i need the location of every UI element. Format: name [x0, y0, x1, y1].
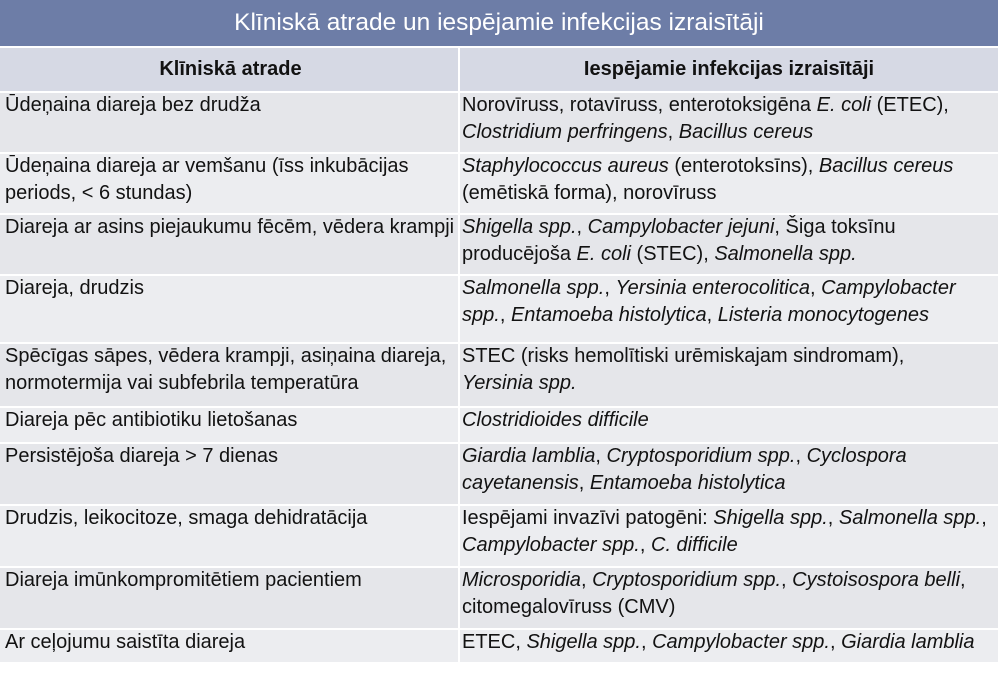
cell-line	[5, 506, 456, 532]
table-row	[0, 506, 998, 566]
cell-text: ,	[499, 304, 511, 326]
cell-lines	[5, 568, 456, 594]
cell-line	[5, 276, 456, 302]
cell-line	[462, 119, 996, 146]
clinical-finding-cell	[0, 93, 458, 152]
pathogen-name: Cystoisospora belli	[792, 569, 961, 591]
cell-line	[462, 444, 996, 470]
pathogens-cell	[460, 154, 998, 213]
cell-text: ,	[960, 569, 966, 591]
cell-text: ,	[580, 569, 593, 591]
cell-text: (enterotoksīns),	[668, 155, 819, 177]
pathogen-name: Bacillus cereus	[678, 121, 814, 143]
pathogen-name: E. coli	[576, 243, 631, 265]
pathogen-name: Entamoeba histolytica	[589, 472, 786, 494]
cell-line	[5, 408, 456, 434]
cell-text: periods, < 6 stundas)	[5, 182, 193, 204]
cell-line	[462, 93, 996, 119]
cell-text: ,	[604, 277, 616, 299]
cell-lines	[462, 444, 996, 497]
cell-line	[5, 154, 456, 180]
cell-text: ,	[781, 569, 793, 591]
pathogens-cell	[460, 506, 998, 566]
cell-line	[462, 215, 996, 241]
table-row	[0, 93, 998, 152]
table-row	[0, 215, 998, 274]
cell-text: Diareja, drudzis	[5, 277, 144, 299]
table-row	[0, 276, 998, 342]
cell-text: Persistējoša diareja > 7 dienas	[5, 445, 278, 467]
pathogen-name: Campylobacter	[821, 277, 956, 299]
cell-line	[462, 506, 996, 532]
cell-text: Diareja pēc antibiotiku lietošanas	[5, 409, 298, 431]
cell-text: ,	[667, 121, 679, 143]
pathogen-name: Microsporidia	[462, 569, 581, 591]
pathogen-name: Clostridioides difficile	[462, 409, 649, 431]
cell-text: ETEC,	[462, 631, 527, 653]
pathogen-name: Salmonella spp.	[838, 507, 982, 529]
pathogen-name: cayetanensis	[462, 472, 579, 494]
cell-text: Ūdeņaina diareja ar vemšanu (īss inkubācijas	[5, 155, 409, 177]
pathogen-name: Shigella spp.	[713, 507, 828, 529]
cell-lines	[5, 506, 456, 532]
cell-line	[462, 180, 996, 207]
pathogens-cell	[460, 408, 998, 442]
clinical-finding-cell	[0, 215, 458, 274]
cell-lines	[462, 568, 996, 621]
table-row	[0, 344, 998, 406]
cell-text: citomegalovīruss (CMV)	[462, 596, 676, 618]
cell-lines	[462, 630, 996, 656]
cell-lines	[5, 154, 456, 207]
cell-text: Diareja imūnkompromitētiem pacientiem	[5, 569, 362, 591]
table-row	[0, 630, 998, 662]
pathogens-cell	[460, 344, 998, 406]
cell-line	[462, 154, 996, 180]
cell-line	[5, 344, 456, 370]
pathogens-cell	[460, 276, 998, 342]
cell-line	[462, 241, 996, 268]
cell-text: (emētiskā forma), norovīruss	[462, 182, 717, 204]
header-possible-pathogens: Iespējamie infekcijas izraisītāji	[460, 48, 998, 91]
cell-text: Ar ceļojumu saistīta diareja	[5, 631, 246, 653]
cell-line	[5, 93, 456, 119]
table-row	[0, 444, 998, 504]
cell-lines	[462, 93, 996, 146]
cell-lines	[462, 215, 996, 268]
cell-line	[5, 215, 456, 241]
table-row	[0, 408, 998, 442]
cell-line	[462, 532, 996, 559]
cell-text: normotermija vai subfebrila temperatūra	[5, 372, 359, 394]
pathogen-name: Staphylococcus aureus	[462, 155, 669, 177]
cell-text: ,	[795, 445, 807, 467]
cell-text: ,	[578, 472, 590, 494]
cell-text: ,	[810, 277, 822, 299]
pathogen-name: Cryptosporidium spp.	[592, 569, 782, 591]
cell-text: ,	[595, 445, 607, 467]
cell-line	[462, 408, 996, 434]
cell-text: ,	[981, 507, 987, 529]
cell-lines	[5, 93, 456, 119]
pathogen-name: Bacillus cereus	[818, 155, 954, 177]
pathogen-name: Yersinia enterocolitica	[615, 277, 810, 299]
pathogen-name: Salmonella spp.	[714, 243, 857, 265]
cell-line	[462, 594, 996, 621]
pathogens-cell	[460, 93, 998, 152]
pathogen-name: Yersinia spp.	[462, 372, 577, 394]
pathogen-name: Giardia lamblia	[462, 445, 596, 467]
cell-text: Spēcīgas sāpes, vēdera krampji, asiņaina diareja,	[5, 345, 447, 367]
clinical-finding-cell	[0, 276, 458, 342]
cell-text: , Šiga toksīnu	[774, 216, 896, 238]
cell-text: (STEC),	[631, 243, 715, 265]
pathogens-cell	[460, 568, 998, 628]
cell-line	[5, 370, 456, 397]
pathogen-name: Shigella spp.	[462, 216, 577, 238]
pathogen-name: spp.	[462, 304, 500, 326]
pathogen-name: Campylobacter spp.	[652, 631, 830, 653]
cell-text: ,	[639, 534, 651, 556]
cell-lines	[462, 408, 996, 434]
pathogen-name: Cryptosporidium spp.	[606, 445, 796, 467]
cell-lines	[5, 444, 456, 470]
cell-lines	[5, 344, 456, 397]
clinical-finding-cell	[0, 506, 458, 566]
cell-text: ,	[706, 304, 718, 326]
cell-text: ,	[827, 507, 839, 529]
cell-text: ,	[640, 631, 653, 653]
cell-lines	[5, 630, 456, 656]
cell-text: Norovīruss, rotavīruss, enterotoksigēna	[462, 94, 817, 116]
cell-text: producējoša	[462, 243, 577, 265]
cell-line	[462, 630, 996, 656]
cell-lines	[5, 276, 456, 302]
pathogen-name: Shigella spp.	[526, 631, 641, 653]
cell-lines	[462, 344, 996, 397]
clinical-finding-cell	[0, 344, 458, 406]
table-row	[0, 568, 998, 628]
cell-text: Diareja ar asins piejaukumu fēcēm, vēdera krampji	[5, 216, 455, 238]
clinical-finding-cell	[0, 154, 458, 213]
pathogens-cell	[460, 444, 998, 504]
pathogen-name: C. difficile	[651, 534, 738, 556]
pathogen-name: E. coli	[816, 94, 872, 116]
cell-line	[462, 276, 996, 302]
cell-text: Iespējami invazīvi patogēni:	[462, 507, 714, 529]
cell-line	[462, 470, 996, 497]
cell-line	[5, 444, 456, 470]
table-body	[0, 93, 998, 662]
clinical-finding-cell	[0, 408, 458, 442]
pathogen-name: Cyclospora	[806, 445, 907, 467]
cell-line	[5, 180, 456, 207]
table-title: Klīniskā atrade un iespējamie infekcijas izraisītāji	[0, 0, 998, 46]
cell-lines	[462, 506, 996, 559]
pathogen-name: Campylobacter spp.	[462, 534, 640, 556]
header-clinical-finding: Klīniskā atrade	[0, 48, 458, 91]
cell-line	[5, 568, 456, 594]
cell-text: STEC (risks hemolītiski urēmiskajam sindromam),	[462, 345, 905, 367]
clinical-finding-cell	[0, 444, 458, 504]
clinical-finding-cell	[0, 630, 458, 662]
cell-line	[462, 370, 996, 397]
pathogen-name: Entamoeba histolytica	[510, 304, 707, 326]
cell-line	[462, 302, 996, 329]
pathogen-name: Campylobacter jejuni	[587, 216, 775, 238]
cell-lines	[5, 408, 456, 434]
cell-lines	[5, 215, 456, 241]
pathogen-name: Salmonella spp.	[462, 277, 605, 299]
cell-lines	[462, 276, 996, 329]
cell-text: ,	[829, 631, 842, 653]
clinical-finding-cell	[0, 568, 458, 628]
cell-line	[462, 344, 996, 370]
pathogen-name: Clostridium perfringens	[462, 121, 668, 143]
table-row	[0, 154, 998, 213]
cell-text: ,	[576, 216, 588, 238]
cell-text: Drudzis, leikocitoze, smaga dehidratācija	[5, 507, 368, 529]
header-row	[0, 48, 998, 91]
cell-text: (ETEC),	[871, 94, 949, 116]
cell-text: Ūdeņaina diareja bez drudža	[5, 94, 261, 116]
pathogens-cell	[460, 215, 998, 274]
cell-line	[462, 568, 996, 594]
pathogen-name: Giardia lamblia	[841, 631, 975, 653]
pathogen-name: Listeria monocytogenes	[717, 304, 929, 326]
cell-lines	[462, 154, 996, 207]
cell-line	[5, 630, 456, 656]
pathogens-cell	[460, 630, 998, 662]
